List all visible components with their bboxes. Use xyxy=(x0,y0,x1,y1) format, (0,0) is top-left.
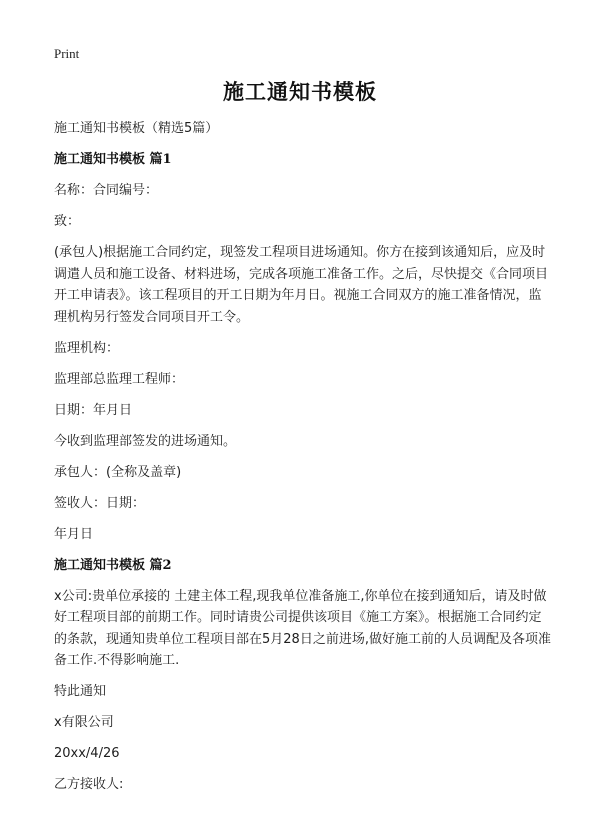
notice-body-paragraph: (承包人)根据施工合同约定，现签发工程项目进场通知。你方在接到该通知后，应及时调遣人员和施工设备、材料进场，完成各项施工准备工作。之后，尽快提交《合同项目开工申请表》。该工程项目的开工日期为年月日。视施工合同双方的施工准备情况，监理机构另行签发合同项目开工令。 xyxy=(54,245,549,325)
document-body xyxy=(54,118,554,805)
print-label: Print xyxy=(54,46,80,61)
name-contract-line: 名称：合同编号： xyxy=(54,183,159,198)
special-notice-line: 特此通知 xyxy=(54,684,107,699)
company-name-line: x有限公司 xyxy=(54,715,114,730)
company-notice-paragraph: x公司:贵单位承接的 土建主体工程,现我单位准备施工,你单位在接到通知后，请及时做好工程项目部的前期工作。同时请贵公司提供该项目《施工方案》。根据施工合同约定的条款，现通知贵单位工程项目部在5月28日之前进场,做好施工前的人员调配及各项准备工作.不得影响施工. xyxy=(54,588,551,668)
party-b-receiver-line: 乙方接收人: xyxy=(54,777,124,792)
date-line: 日期：年月日 xyxy=(54,402,133,418)
intro-line: 施工通知书模板（精选5篇） xyxy=(54,121,219,136)
ymd-line: 年月日 xyxy=(54,526,94,542)
issue-date-line: 20xx/4/26 xyxy=(54,746,120,761)
contractor-line: 承包人：(全称及盖章) xyxy=(54,464,182,480)
receipt-acknowledgement-line: 今收到监理部签发的进场通知。 xyxy=(54,433,237,449)
section-1-heading: 施工通知书模板 篇1 xyxy=(54,152,172,167)
signer-date-line: 签收人：日期： xyxy=(54,495,146,511)
chief-engineer-line: 监理部总监理工程师： xyxy=(54,371,185,387)
document-title: 施工通知书模板 xyxy=(223,80,377,104)
recipient-line: 致： xyxy=(54,214,81,229)
section-2-heading: 施工通知书模板 篇2 xyxy=(54,557,172,573)
supervision-agency-line: 监理机构： xyxy=(54,340,120,356)
